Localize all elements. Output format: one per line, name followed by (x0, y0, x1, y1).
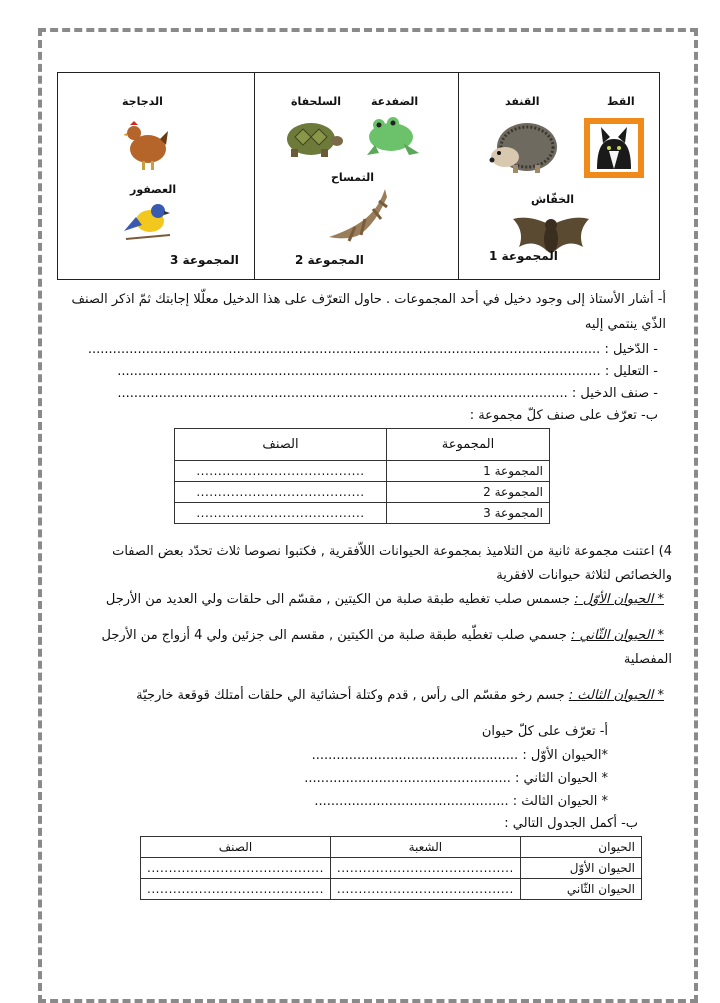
turtle-picture (281, 115, 343, 161)
group-1-cell (459, 73, 659, 279)
section-a-question-line1: أ- أشار الأستاذ إلى وجود دخيل في أحد المجموعات . حاول التعرّف على هذا الدخيل معلّلا إجابتك ثمّ اذكر الصنف (71, 292, 666, 307)
table-row (175, 461, 550, 482)
group-2-label: المجموعة 2 (295, 253, 364, 267)
animal-1-label: * الحيوان الأوّل : (574, 592, 664, 607)
row-class-1-answer[interactable]: ....................................... (175, 461, 387, 482)
animal-label-bat: الخفّاش (531, 193, 575, 206)
justification-answer-line[interactable]: ..................................................................................................................... (117, 364, 601, 379)
intruder-class-label: - صنف الدخيل : (571, 386, 658, 401)
animal-3-description (136, 688, 664, 703)
animal-2-text: جسمي صلب تغطّيه طبقة صلبة من الكيتين , مقسم الى جزئين ولي 4 أزواج من الأرجل (101, 628, 567, 643)
q4a-item2-label: * الحيوان الثاني : (515, 771, 608, 786)
animal-label-turtle: السلحفاة (291, 95, 342, 108)
animal-1-text: جسمس صلب تغطيه طبقة صلبة من الكيتين , مقسّم الى حلقات ولي العديد من الأرجل (105, 592, 571, 607)
group-3-label: المجموعة 3 (170, 253, 239, 267)
hedgehog-picture (487, 115, 559, 177)
q4a-item3-answer[interactable]: ............................................... (314, 794, 509, 809)
crocodile-picture (325, 187, 395, 245)
q4a-item1-label: *الحيوان الأوّل : (522, 748, 608, 763)
justification-label: - التعليل : (604, 364, 658, 379)
q4a-item1-row (312, 748, 608, 763)
sparrow-picture (122, 201, 172, 245)
animal-phylum-class-table (140, 836, 642, 900)
row-phylum-2-answer[interactable]: ......................................... (330, 879, 520, 900)
row-group-1: المجموعة 1 (387, 461, 550, 482)
row-class-2-answer[interactable]: ....................................... (175, 482, 387, 503)
header-group: المجموعة (387, 429, 550, 461)
row-animal-2: الحيوان الثّاني (520, 879, 641, 900)
animal-label-hedgehog: القنفد (505, 95, 540, 108)
header-animal: الحيوان (520, 837, 641, 858)
animal-groups-table (57, 72, 660, 280)
table-row (141, 858, 642, 879)
row-animal-1: الحيوان الأوّل (520, 858, 641, 879)
animal-3-text: جسم رخو مقسّم الى رأس , قدم وكتلة أحشائية الي حلقات أمتلك قوقعة خارجيّة (136, 688, 565, 703)
animal-2-label: * الحيوان الثّاني : (571, 628, 664, 643)
q4a-item2-row (304, 771, 608, 786)
row-phylum-1-answer[interactable]: ......................................... (330, 858, 520, 879)
animal-label-chicken: الدجاجة (122, 95, 163, 108)
group-class-table (174, 428, 550, 524)
q4b-question: ب- أكمل الجدول التالي : (504, 816, 638, 831)
group-3-cell (58, 73, 254, 279)
animal-label-sparrow: العصفور (130, 183, 177, 196)
animal-label-cat: القط (607, 95, 635, 108)
table-row (175, 503, 550, 524)
table-row (175, 482, 550, 503)
section-b-question: ب- تعرّف على صنف كلّ مجموعة : (469, 408, 658, 423)
animal-2-description (101, 628, 664, 643)
animal-label-crocodile: التمساح (331, 171, 375, 184)
group-2-cell (254, 73, 459, 279)
q4a-item3-row (314, 794, 608, 809)
frog-picture (363, 113, 425, 159)
section-a-question-line2: الذّي ينتمي إليه (584, 317, 666, 332)
intruder-class-row (117, 386, 658, 401)
cat-picture (583, 117, 645, 179)
intruder-label: - الدّخيل : (604, 342, 658, 357)
q4a-item3-label: * الحيوان الثالث : (512, 794, 608, 809)
q4a-item2-answer[interactable]: .................................................. (304, 771, 511, 786)
row-group-2: المجموعة 2 (387, 482, 550, 503)
animal-3-label: * الحيوان الثالث : (568, 688, 664, 703)
chicken-picture (124, 119, 170, 171)
row-class-1-answer[interactable]: ......................................... (141, 858, 331, 879)
intruder-class-answer-line[interactable]: ............................................................................................................. (117, 386, 568, 401)
q4a-question: أ- تعرّف على كلّ حيوان (481, 724, 608, 739)
group-1-label: المجموعة 1 (489, 249, 558, 263)
q4-intro-line2: والخصائص لثلاثة حيوانات لافقرية (496, 568, 672, 583)
header-phylum: الشعبة (330, 837, 520, 858)
table-row (141, 879, 642, 900)
intruder-row (88, 342, 658, 357)
header-class: الصنف (141, 837, 331, 858)
row-class-2-answer[interactable]: ......................................... (141, 879, 331, 900)
header-class: الصنف (175, 429, 387, 461)
justification-row (117, 364, 658, 379)
q4-intro-line1: 4) اعتنت مجموعة ثانية من التلاميذ بمجموعة الحيوانات اللاّفقرية , فكتبوا نصوصا ثلاث تحدّد بعض الصفات (112, 544, 672, 559)
q4a-item1-answer[interactable]: .................................................. (311, 748, 519, 763)
intruder-answer-line[interactable]: ............................................................................................................................ (87, 342, 601, 357)
animal-1-description (106, 592, 664, 607)
animal-2-text-line2: المفصلية (623, 652, 672, 667)
row-group-3: المجموعة 3 (387, 503, 550, 524)
animal-label-frog: الضفدعة (371, 95, 419, 108)
row-class-3-answer[interactable]: ....................................... (175, 503, 387, 524)
